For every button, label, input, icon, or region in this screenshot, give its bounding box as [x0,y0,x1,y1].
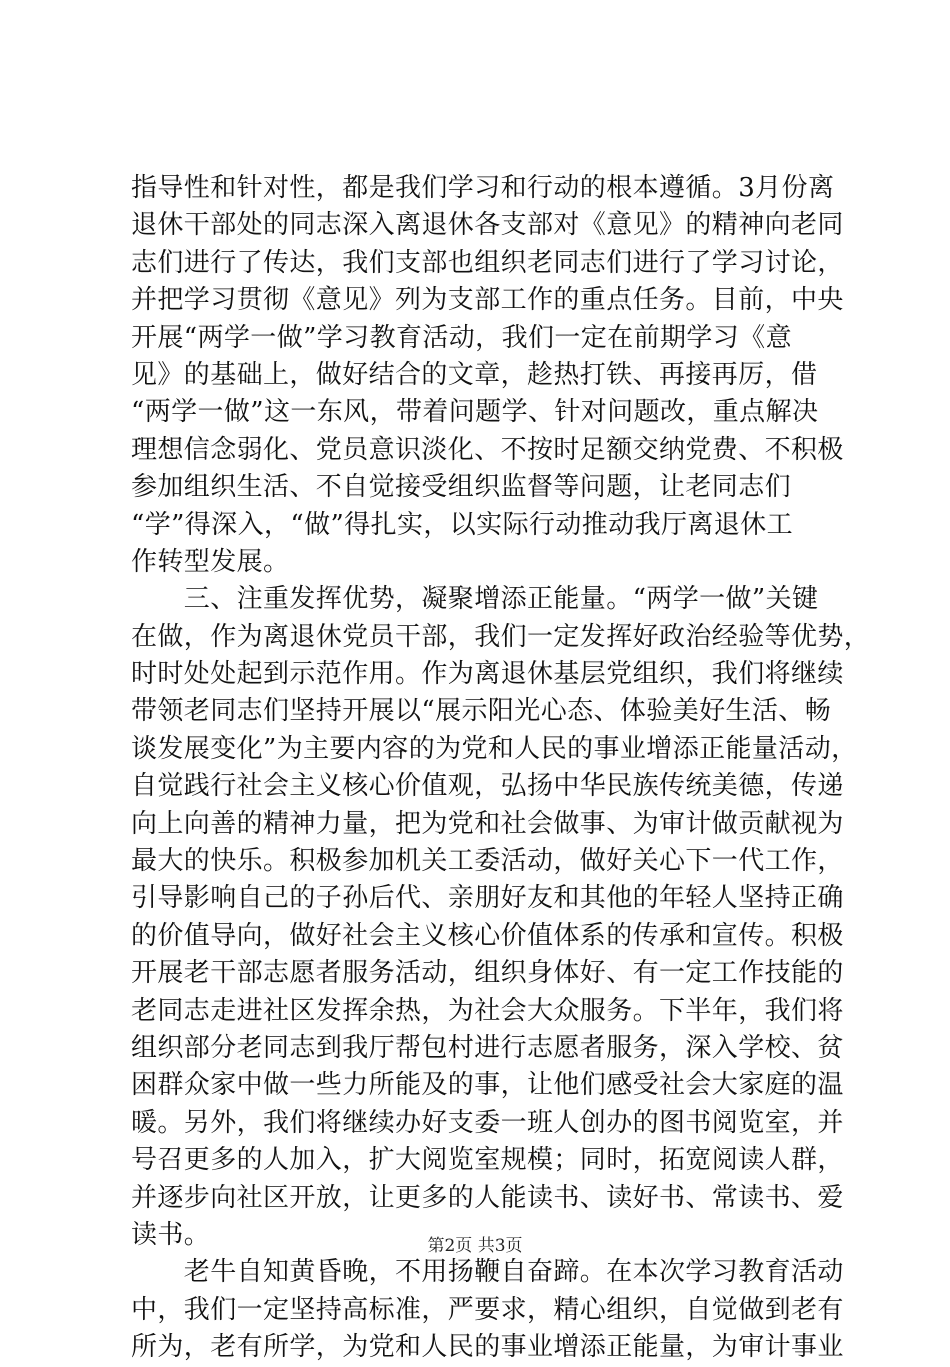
text-line: 困群众家中做一些力所能及的事，让他们感受社会大家庭的温 [131,1070,844,1101]
text-line: 的价值导向，做好社会主义核心价值体系的传承和宣传。积极 [131,920,844,951]
text-line: “学”得深入，“做”得扎实，以实际行动推动我厅离退休工 [131,509,793,540]
text-line: 参加组织生活、不自觉接受组织监督等问题，让老同志们 [131,472,792,503]
text-line: 暖。另外，我们将继续办好支委一班人创办的图书阅览室，并 [131,1107,844,1138]
text-line: 退休干部处的同志深入离退休各支部对《意见》的精神向老同 [131,210,844,241]
text-line: 三、注重发挥优势，凝聚增添正能量。“两学一做”关键 [131,584,819,615]
text-line: 开展老干部志愿者服务活动，组织身体好、有一定工作技能的 [131,958,844,989]
text-line: 自觉践行社会主义核心价值观，弘扬中华民族传统美德，传递 [131,771,844,802]
text-line: 开展“两学一做”学习教育活动，我们一定在前期学习《意 [131,322,792,353]
text-line: 理想信念弱化、党员意识淡化、不按时足额交纳党费、不积极 [131,434,844,465]
text-line: 中，我们一定坚持高标准，严要求，精心组织，自觉做到老有 [131,1294,844,1325]
page-number: 第2页 共3页 [427,1236,523,1256]
text-line: 组织部分老同志到我厅帮包村进行志愿者服务，深入学校、贫 [131,1032,844,1063]
text-line: 老牛自知黄昏晚，不用扬鞭自奋蹄。在本次学习教育活动 [131,1257,844,1288]
text-line: 带领老同志们坚持开展以“展示阳光心态、体验美好生活、畅 [131,696,832,727]
body-text [131,170,871,1367]
text-line: 作转型发展。 [131,546,290,577]
text-line: 读书。 [131,1219,211,1250]
text-line: 引导影响自己的子孙后代、亲朋好友和其他的年轻人坚持正确 [131,883,844,914]
text-line: 见》的基础上，做好结合的文章，趁热打铁、再接再厉，借 [131,359,818,390]
text-line: 向上向善的精神力量，把为党和社会做事、为审计做贡献视为 [131,808,844,839]
text-line: 并逐步向社区开放，让更多的人能读书、读好书、常读书、爱 [131,1182,844,1213]
text-line: “两学一做”这一东风，带着问题学、针对问题改，重点解决 [131,397,819,428]
text-line: 所为，老有所学，为党和人民的事业增添正能量，为审计事业 [131,1332,844,1363]
text-line: 指导性和针对性，都是我们学习和行动的根本遵循。3月份离 [131,173,835,203]
text-line: 老同志走进社区发挥余热，为社会大众服务。下半年，我们将 [131,995,844,1026]
text-line: 最大的快乐。积极参加机关工委活动，做好关心下一代工作， [131,846,844,877]
text-line: 时时处处起到示范作用。作为离退休基层党组织，我们将继续 [131,659,844,690]
text-line: 谈发展变化”为主要内容的为党和人民的事业增添正能量活动， [131,733,858,764]
text-line: 在做，作为离退休党员干部，我们一定发挥好政治经验等优势， [131,621,871,652]
text-line: 志们进行了传达，我们支部也组织老同志们进行了学习讨论， [131,247,844,278]
text-line: 并把学习贯彻《意见》列为支部工作的重点任务。目前，中央 [131,285,844,316]
text-line: 号召更多的人加入，扩大阅览室规模；同时，拓宽阅读人群， [131,1145,844,1176]
